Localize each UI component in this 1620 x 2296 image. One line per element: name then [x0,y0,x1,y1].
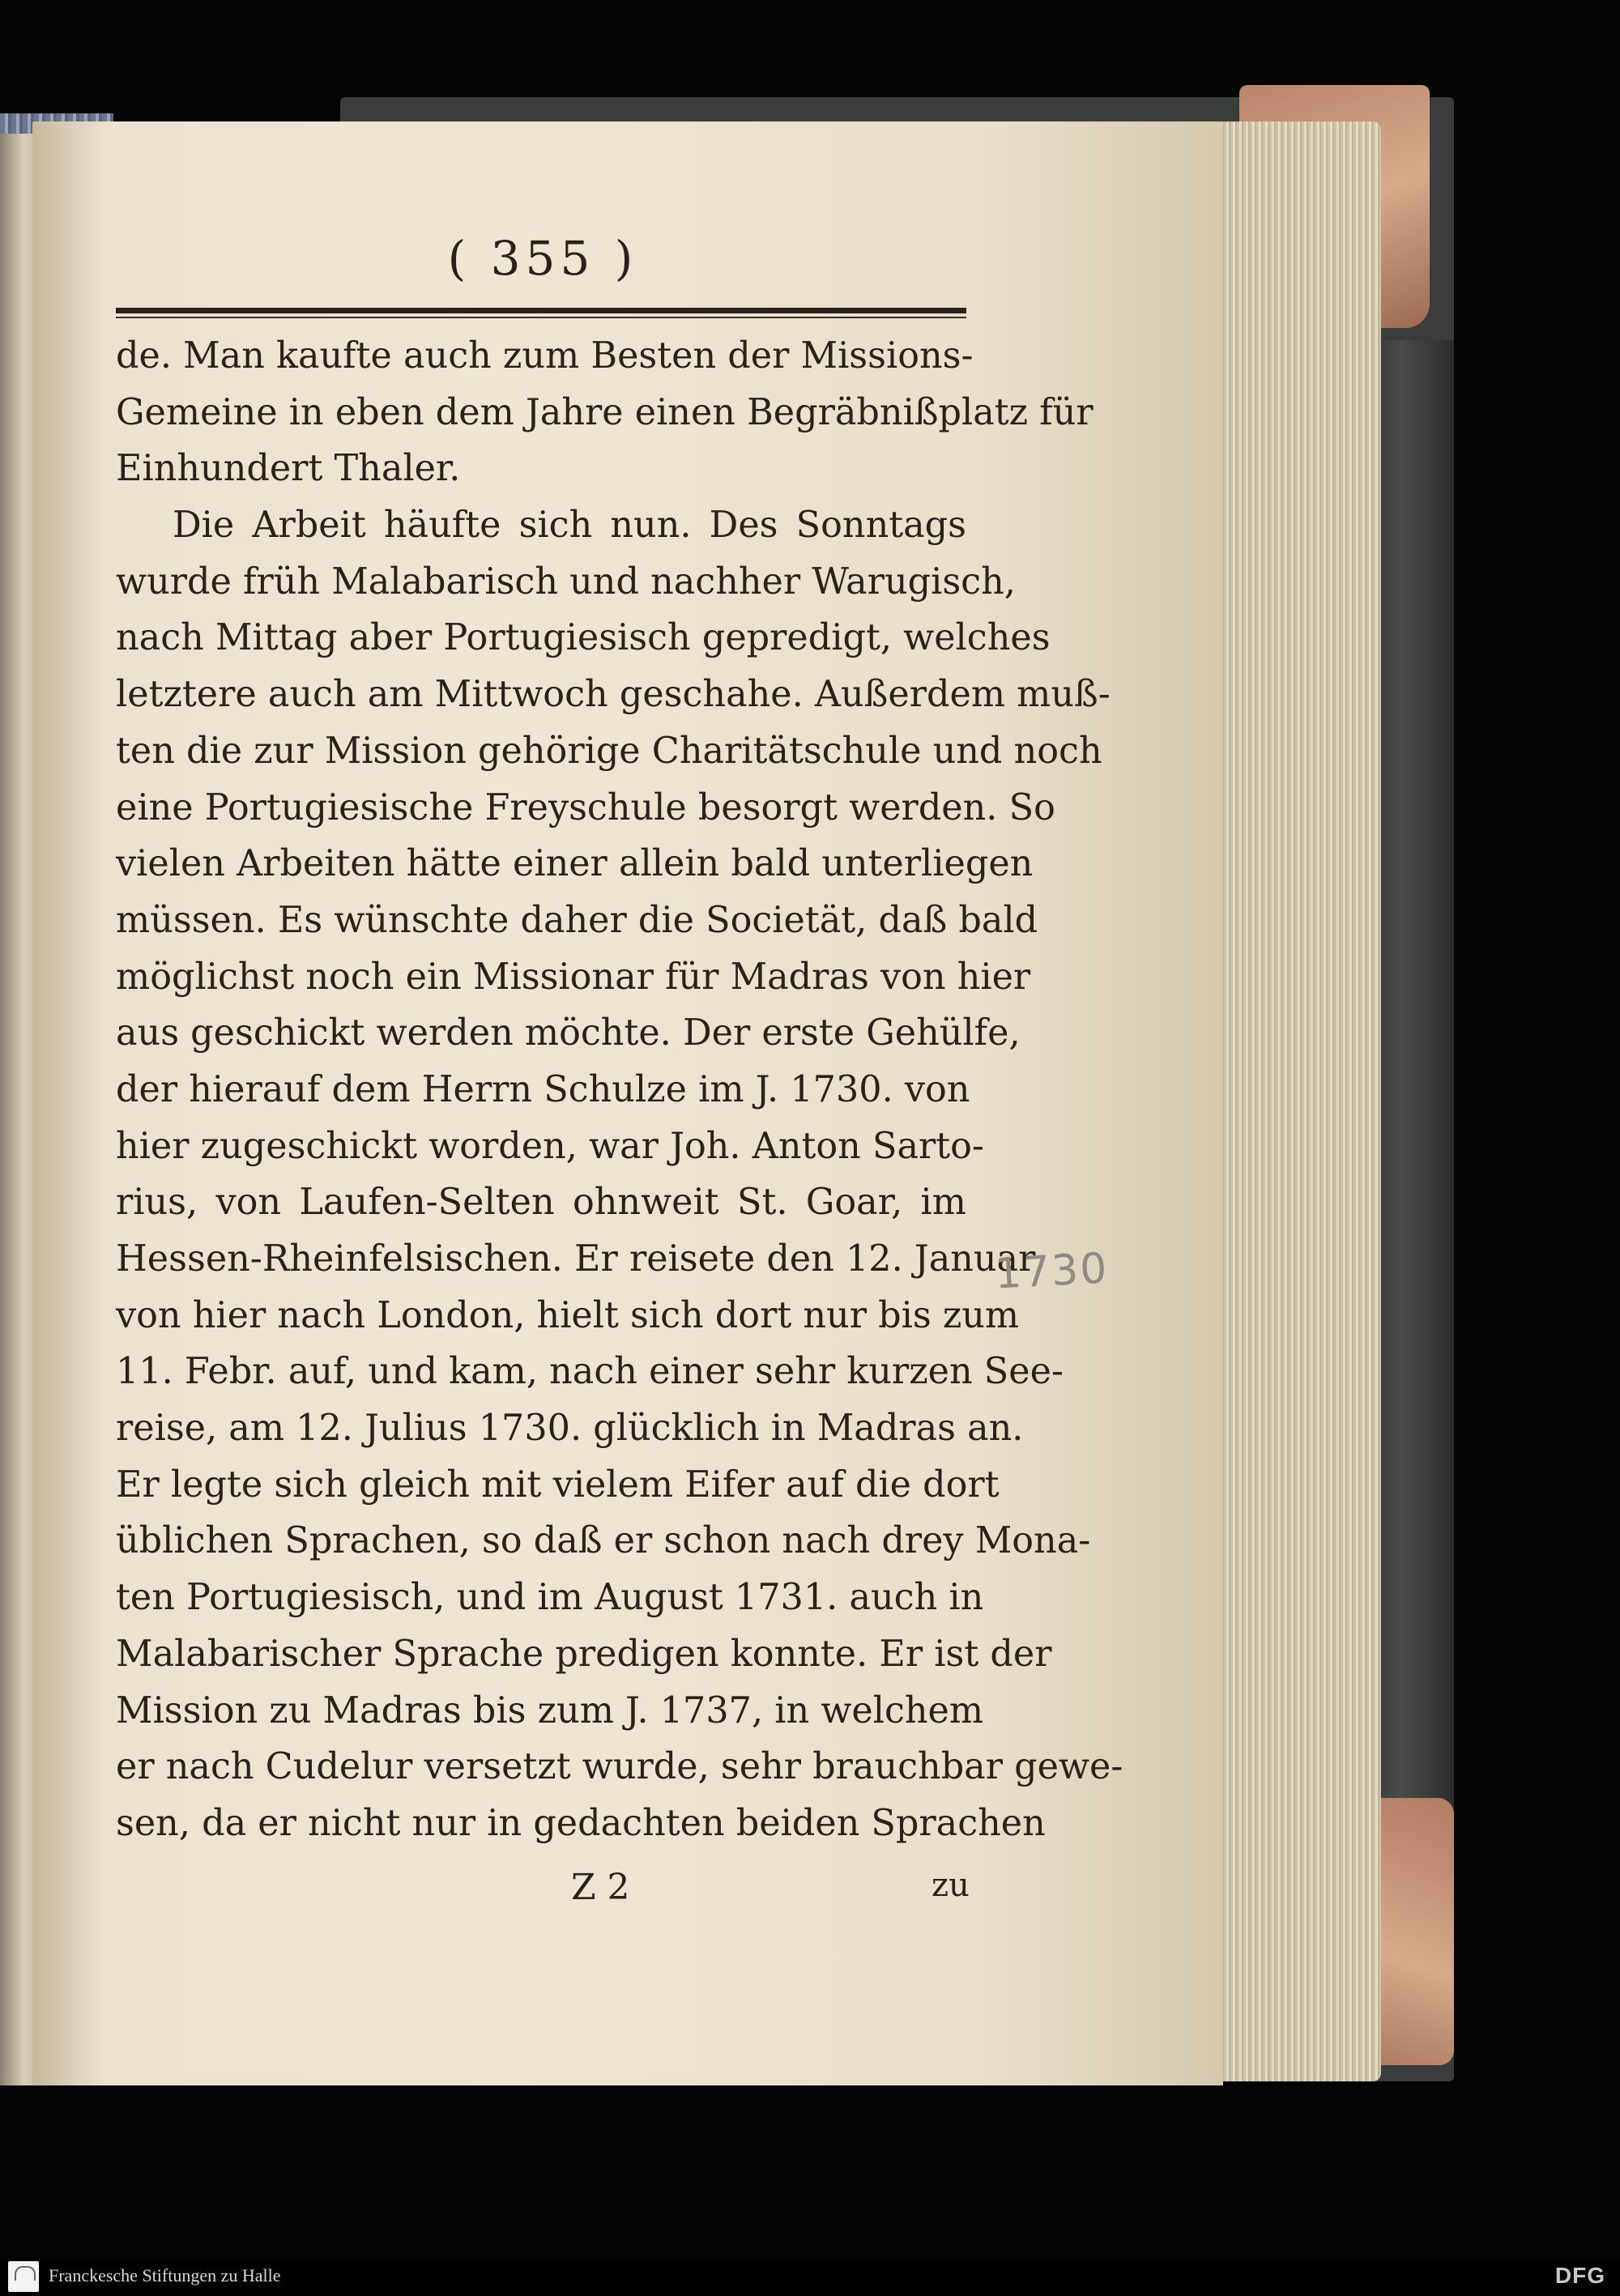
signature-mark: Z 2 [571,1867,630,1908]
text-line: Mission zu Madras bis zum J. 1737, in welchem [116,1689,984,1732]
text-line: wurde früh Malabarisch und nachher Warugisch, [116,560,1016,603]
header-rule-thin [116,317,966,318]
text-line: 11. Febr. auf, und kam, nach einer sehr kurzen See- [116,1351,1064,1393]
text-line: Die Arbeit häufte sich nun. Des Sonntags [173,505,966,547]
text-line: müssen. Es wünschte daher die Societät, daß bald [116,899,1038,941]
text-line: aus geschickt werden möchte. Der erste Gehülfe, [116,1012,1021,1054]
text-line: vielen Arbeiten hätte einer allein bald unterliegen [116,843,1034,885]
text-line: ten die zur Mission gehörige Charitätschule und noch [116,730,1102,772]
text-line: üblichen Sprachen, so daß er schon nach drey Mona- [116,1520,1091,1562]
margin-annotation: 1730 [993,1244,1110,1299]
text-line: de. Man kaufte auch zum Besten der Missions- [116,335,974,377]
text-line: rius, von Laufen-Selten ohnweit St. Goar, im [116,1182,966,1224]
institution-name: Franckesche Stiftungen zu Halle [49,2265,281,2285]
text-line: der hierauf dem Herrn Schulze im J. 1730. von [116,1068,970,1110]
text-line: nach Mittag aber Portugiesisch gepredigt, welches [116,617,1051,659]
text-line: letztere auch am Mittwoch geschahe. Außerdem muß- [116,674,1111,716]
text-line: sen, da er nicht nur in gedachten beiden Sprachen [116,1802,1046,1844]
header-rule [116,308,966,313]
page-number: ( 355 ) [447,231,638,286]
body-text [116,328,1123,1852]
catchword: zu [932,1867,970,1904]
text-line: Er legte sich gleich mit vielem Eifer auf die dort [116,1463,1000,1506]
text-line: eine Portugiesische Freyschule besorgt werden. So [116,786,1055,829]
institution-logo-icon [8,2261,39,2292]
text-line: Malabarischer Sprache predigen konnte. Er ist der [116,1633,1052,1675]
text-line: Gemeine in eben dem Jahre einen Begräbnißplatz für [116,391,1094,433]
text-line: reise, am 12. Julius 1730. glücklich in Madras an. [116,1408,1024,1450]
text-line: möglichst noch ein Missionar für Madras von hier [116,956,1031,998]
text-line: von hier nach London, hielt sich dort nur bis zum [116,1294,1020,1336]
text-line: ten Portugiesisch, und im August 1731. auch in [116,1577,984,1619]
text-line: Hessen-Rheinfelsischen. Er reisete den 12. Januar [116,1238,1036,1280]
text-line: er nach Cudelur versetzt wurde, sehr brauchbar gewe- [116,1746,1123,1788]
text-line: Einhundert Thaler. [116,448,461,490]
dfg-logo: DFG [1554,2263,1605,2288]
text-line: hier zugeschickt worden, war Joh. Anton Sarto- [116,1125,984,1167]
